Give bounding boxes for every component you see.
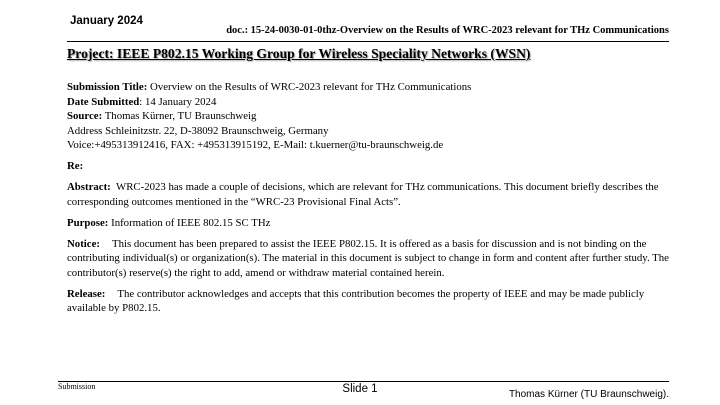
release-row <box>67 287 671 316</box>
address: Address Schleinitzstr. 22, D-38092 Braunschweig, Germany <box>67 124 329 137</box>
purpose-text: Information of IEEE 802.15 SC THz <box>111 216 271 229</box>
date-submitted-label: Date Submitted <box>67 95 140 108</box>
project-title: Project: IEEE P802.15 Working Group for Wireless Speciality Networks (WSN) <box>67 46 531 61</box>
slide-number: Slide 1 <box>342 383 378 395</box>
header-date: January 2024 <box>70 15 143 27</box>
abstract-label: Abstract: <box>67 181 111 193</box>
notice-label: Notice: <box>67 237 100 250</box>
submission-title-row <box>67 80 671 95</box>
source-label: Source: <box>67 110 103 122</box>
release-label: Release: <box>67 287 106 300</box>
footer-submission: Submission <box>58 382 96 391</box>
header-divider <box>67 41 669 42</box>
header-doc-id: doc.: 15-24-0030-01-0thz-Overview on the Results of WRC-2023 relevant for THz Communications <box>226 25 669 36</box>
re-label: Re: <box>67 160 84 172</box>
notice-row <box>67 237 671 281</box>
contact-info: Voice:+495313912416, FAX: +495313915192, E-Mail: t.kuerner@tu-braunschweig.de <box>67 139 444 151</box>
purpose-label: Purpose: <box>67 216 109 229</box>
re-row <box>67 159 671 174</box>
document-body <box>67 80 671 316</box>
submission-title: Overview on the Results of WRC-2023 relevant for THz Communications <box>150 81 472 93</box>
source-row <box>67 109 671 124</box>
source-value: Thomas Kürner, TU Braunschweig <box>104 110 257 122</box>
date-submitted-row <box>67 95 671 110</box>
notice-text: This document has been prepared to assist the IEEE P802.15. It is offered as a basis for discussion and is not binding on the contributing individual(s) or organization(s). The material in this document is subject to change in form and content after further study. The contributor(s) reserve(s) the right to add, amend or withdraw material contained herein. <box>67 237 669 279</box>
release-text: The contributor acknowledges and accepts that this contribution becomes the property of IEEE and may be made publicly available by P802.15. <box>67 287 645 314</box>
submission-title-label: Submission Title: <box>67 81 148 93</box>
purpose-row <box>67 216 671 231</box>
abstract-row <box>67 180 671 209</box>
footer-divider <box>58 381 669 382</box>
footer-author: Thomas Kürner (TU Braunschweig). <box>508 389 669 400</box>
date-submitted: : 14 January 2024 <box>139 95 217 108</box>
abstract-text: WRC-2023 has made a couple of decisions, which are relevant for THz communications. This document briefly describes the corresponding outcomes mentioned in the “WRC-23 Provisional Final Acts”. <box>67 181 659 208</box>
